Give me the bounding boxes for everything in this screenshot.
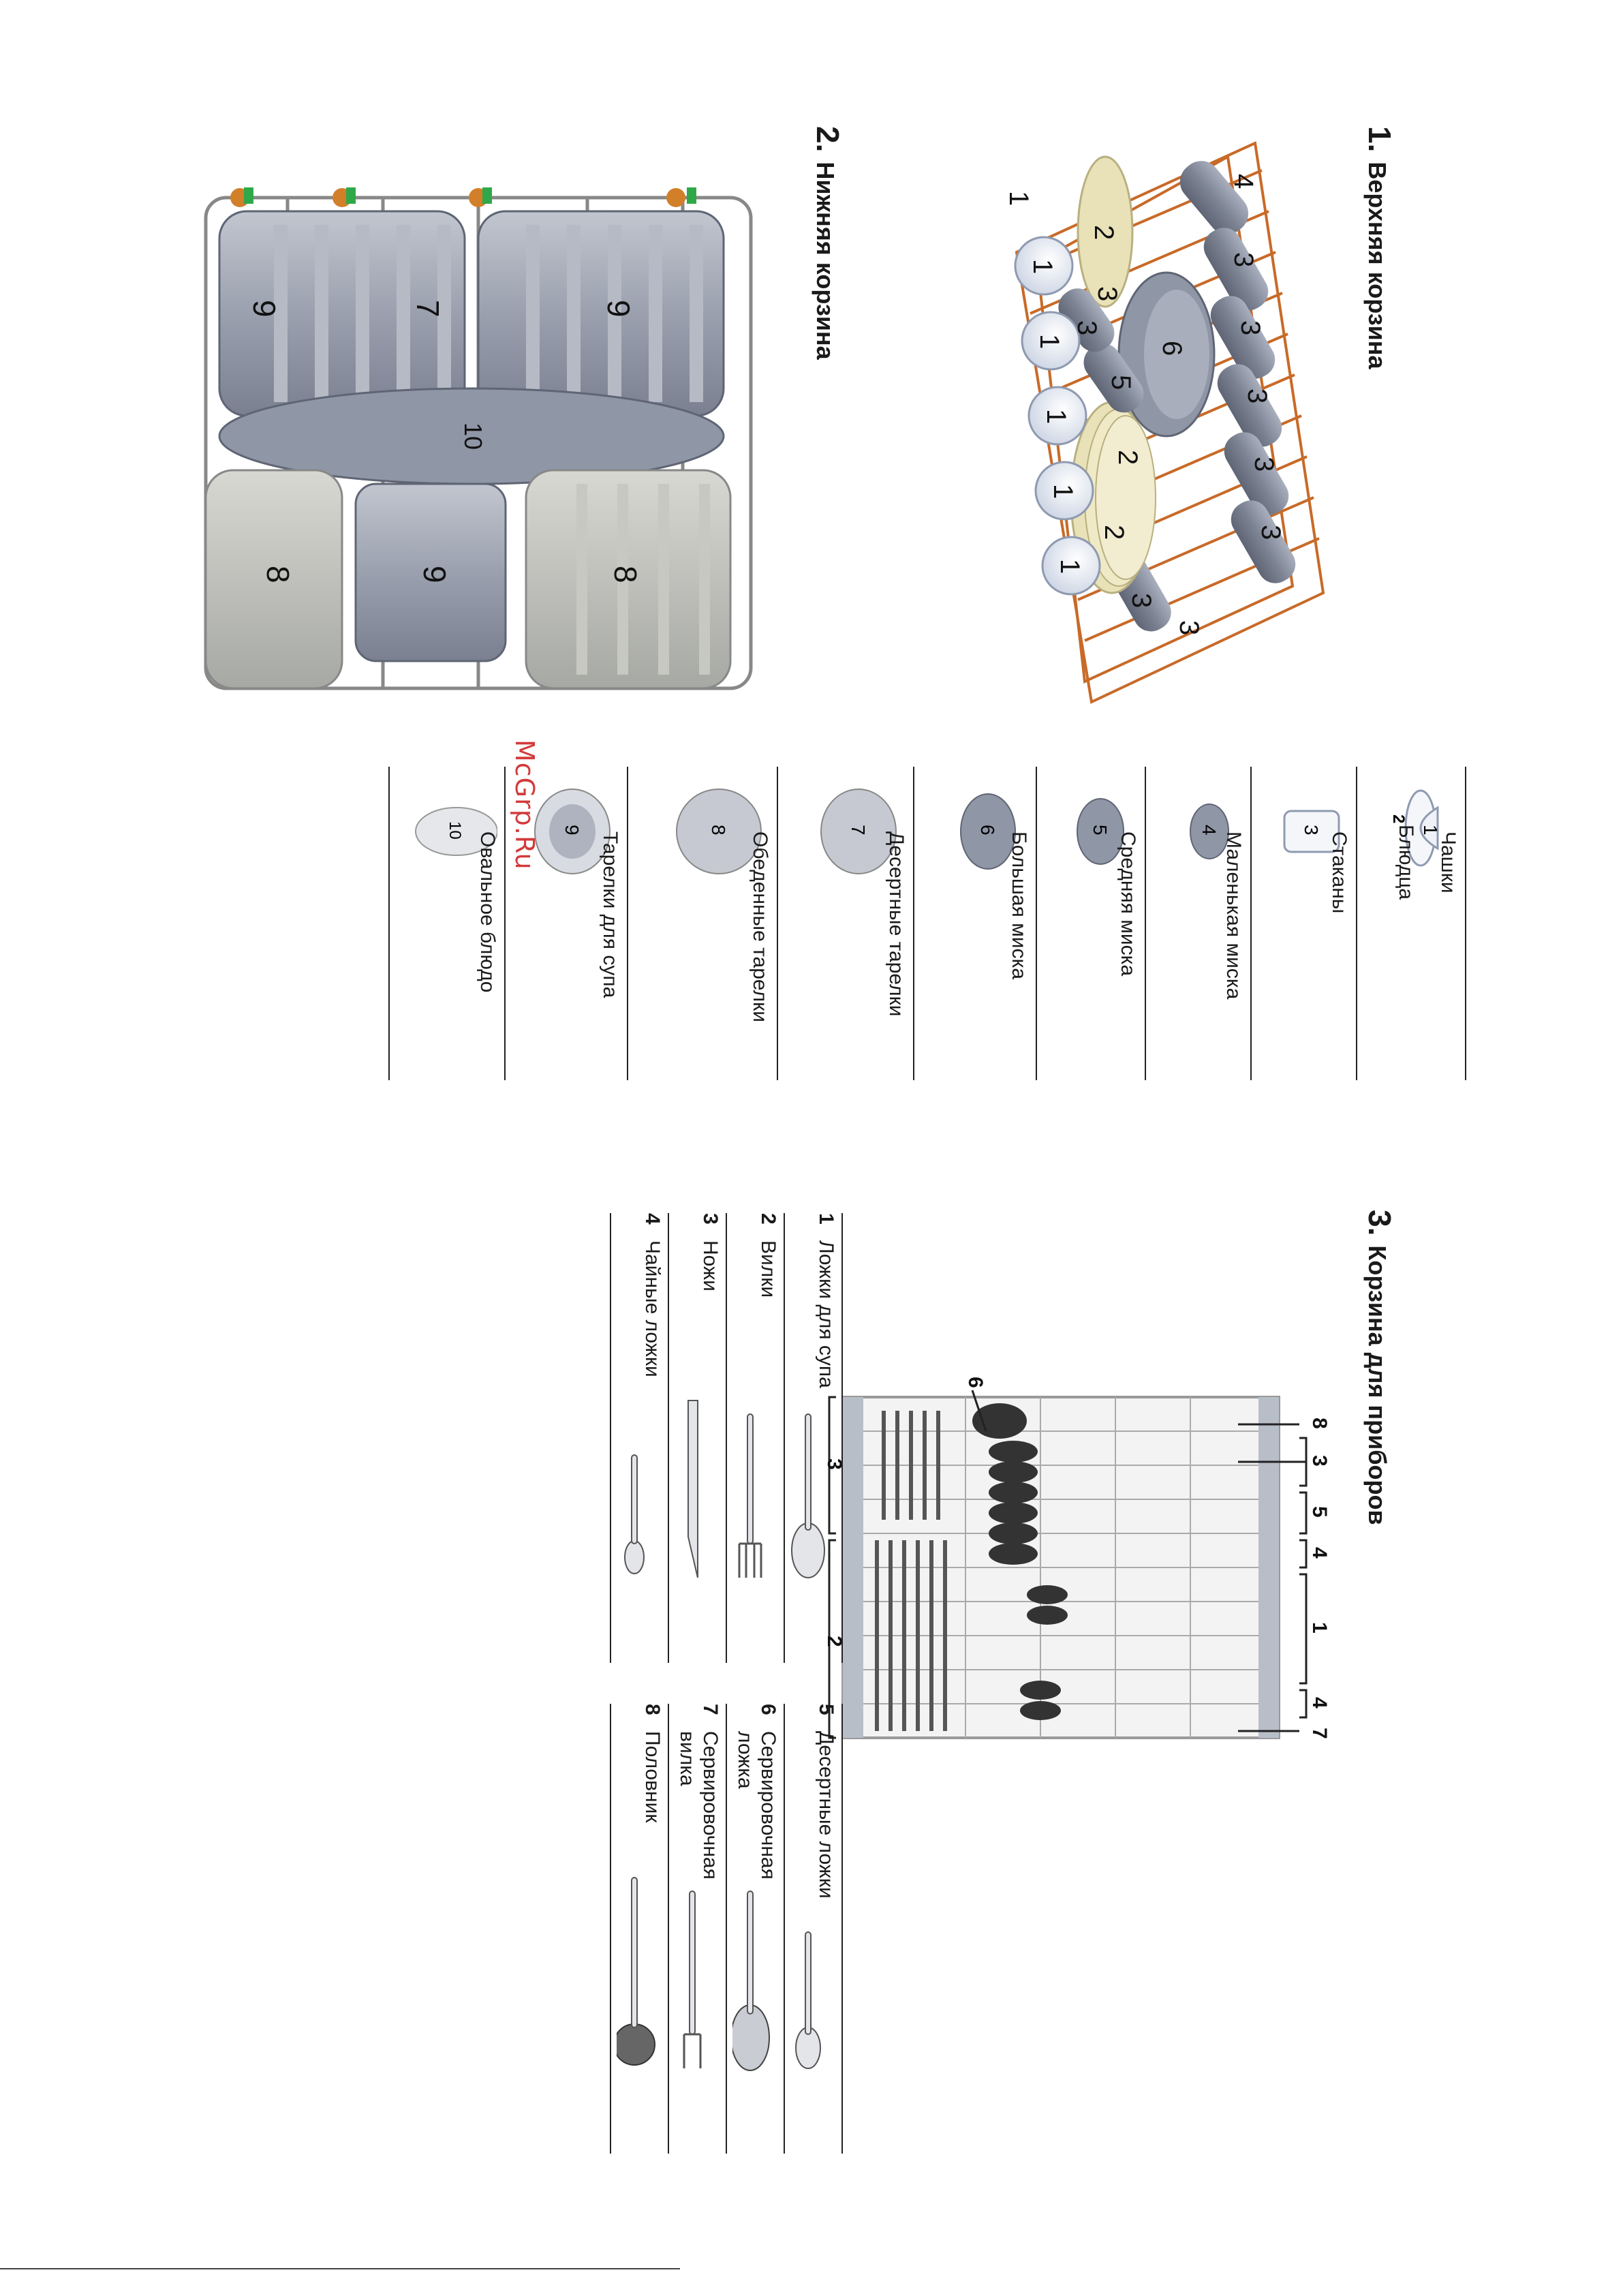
lower-label-9c: 9 [417,566,452,583]
svg-text:9: 9 [561,825,583,836]
cutlery-label: Ложки для супа [815,1240,837,1388]
cutlery-label-secondary: вилка [676,1731,698,1786]
cutlery-basket-frame [843,1397,1279,1738]
dish-label: Чашки [1437,831,1459,893]
cutlery-row [668,1704,727,2154]
upper-label-2a: 2 [1089,225,1119,241]
upper-label-3a: 3 [1228,252,1258,268]
cutlery-row [668,1213,727,1663]
upper-label-3h: 3 [1092,286,1122,302]
svg-text:8: 8 [708,825,729,836]
cutlery-basket-title: Корзина для приборов [1363,1245,1391,1525]
cutlery-callout-6: 6 [964,1377,987,1388]
upper-label-3f: 3 [1126,593,1156,609]
lower-basket-illustration [192,184,764,702]
cutlery-row [610,1704,669,2154]
svg-text:2: 2 [1389,814,1408,824]
lower-label-9b: 9 [247,300,282,318]
cutlery-callout-4b: 4 [1308,1697,1331,1709]
lower-label-9a: 9 [601,300,636,318]
footer-rule [0,2268,680,2269]
cutlery-callout-3b: 3 [823,1458,846,1470]
upper-label-1f: 1 [1004,191,1034,206]
upper-basket-title: Верхняя корзина [1363,162,1391,369]
cutlery-number: 6 [757,1704,779,1715]
cutlery-label-secondary: ложка [734,1731,756,1789]
upper-label-1a: 1 [1027,259,1057,275]
teaspoon-icon [617,1373,658,1585]
dish-label: Маленькая миска [1222,831,1245,1000]
cutlery-row [610,1213,669,1663]
cutlery-label: Сервировочная [699,1731,722,1880]
upper-label-3d: 3 [1249,457,1279,472]
serving-spoon-icon [732,1864,773,2075]
upper-basket-heading [1361,126,1398,369]
dish-label: Десертные тарелки [885,831,908,1017]
cutlery-label: Чайные ложки [641,1240,664,1377]
cutlery-number: 1 [815,1213,837,1225]
watermark: McGrp.Ru [510,739,540,870]
dish-label: Тарелки для супа [599,831,621,998]
dish-row [1250,767,1357,1080]
cutlery-label: Сервировочная [757,1731,779,1880]
upper-label-5: 5 [1106,375,1136,391]
lower-label-8a: 8 [608,566,643,583]
svg-text:10: 10 [446,821,464,840]
cutlery-basket-number: 3. [1362,1210,1397,1236]
cutlery-number: 7 [699,1704,722,1715]
svg-text:4: 4 [1199,825,1220,836]
dish-row [388,767,506,1080]
lower-basket-title: Нижняя корзина [812,162,839,360]
dish-row [913,767,1037,1080]
cutlery-callout-1: 1 [1308,1622,1331,1634]
upper-label-1d: 1 [1048,484,1078,500]
cutlery-number: 8 [641,1704,664,1715]
dish-row [627,767,778,1080]
upper-label-3c: 3 [1242,388,1272,404]
upper-label-3e: 3 [1256,525,1286,540]
upper-label-6: 6 [1157,341,1187,356]
cutlery-number: 4 [641,1213,664,1225]
cutlery-label: Половник [641,1731,664,1823]
svg-text:5: 5 [1089,825,1111,836]
lower-label-8b: 8 [260,566,296,583]
knife-icon [675,1373,715,1585]
svg-text:6: 6 [977,825,998,836]
lower-label-10: 10 [459,423,487,450]
upper-label-1e: 1 [1055,559,1085,575]
svg-text:3: 3 [1301,825,1322,836]
svg-text:7: 7 [848,825,869,836]
lower-label-7: 7 [410,300,446,318]
dish-label-secondary: Блюдца [1395,825,1417,900]
dish-row [1145,767,1252,1080]
cutlery-number: 2 [757,1213,779,1225]
cutlery-callout-5: 5 [1308,1506,1331,1518]
cutlery-callout-3a: 3 [1308,1455,1331,1467]
upper-basket-illustration [955,116,1337,729]
cutlery-basket-heading [1361,1210,1398,1525]
upper-label-3b: 3 [1235,320,1265,336]
dish-row [1356,767,1466,1080]
dish-label: Овальное блюдо [476,831,499,993]
lower-basket-number: 2. [810,126,846,153]
cutlery-callout-2: 2 [823,1636,846,1647]
upper-label-1c: 1 [1041,409,1071,425]
cutlery-table-end-rule [610,1704,611,2154]
soup-spoon-icon [790,1373,831,1585]
fork-icon [732,1373,773,1585]
cutlery-label: Ножи [699,1240,722,1291]
dish-row [1036,767,1146,1080]
upper-label-3g: 3 [1072,320,1102,336]
upper-label-2b: 2 [1113,450,1143,465]
upper-label-3i: 3 [1174,620,1204,636]
dish-row [777,767,914,1080]
upper-label-4: 4 [1228,174,1258,189]
dish-label: Средняя миска [1117,831,1139,977]
upper-basket-number: 1. [1362,126,1397,153]
dish-label: Обеденные тарелки [749,831,771,1022]
cutlery-label: Десертные ложки [815,1731,837,1899]
cutlery-callout-8: 8 [1308,1418,1331,1429]
lower-basket-plates-top [219,211,724,416]
cutlery-callout-4a: 4 [1308,1547,1331,1559]
dessert-spoon-icon [790,1864,831,2075]
cutlery-table-end-rule [610,1213,611,1663]
cutlery-label: Вилки [757,1240,779,1298]
lower-basket-heading [809,126,846,360]
dish-label: Большая миска [1008,831,1030,980]
dish-table-end-rule [388,767,390,1080]
cutlery-row [726,1213,785,1663]
cutlery-number: 3 [699,1213,722,1225]
ladle-icon [617,1864,658,2075]
upper-label-1b: 1 [1034,334,1064,350]
cutlery-callout-7: 7 [1308,1728,1331,1739]
upper-label-2c: 2 [1099,525,1129,540]
cutlery-row [784,1704,843,2154]
cutlery-row [784,1213,843,1663]
serving-fork-icon [675,1864,715,2075]
cutlery-basket-illustration [822,1308,1340,1758]
svg-text:1: 1 [1420,825,1441,836]
cutlery-number: 5 [815,1704,837,1715]
cutlery-row [726,1704,785,2154]
dish-label: Стаканы [1328,831,1350,914]
